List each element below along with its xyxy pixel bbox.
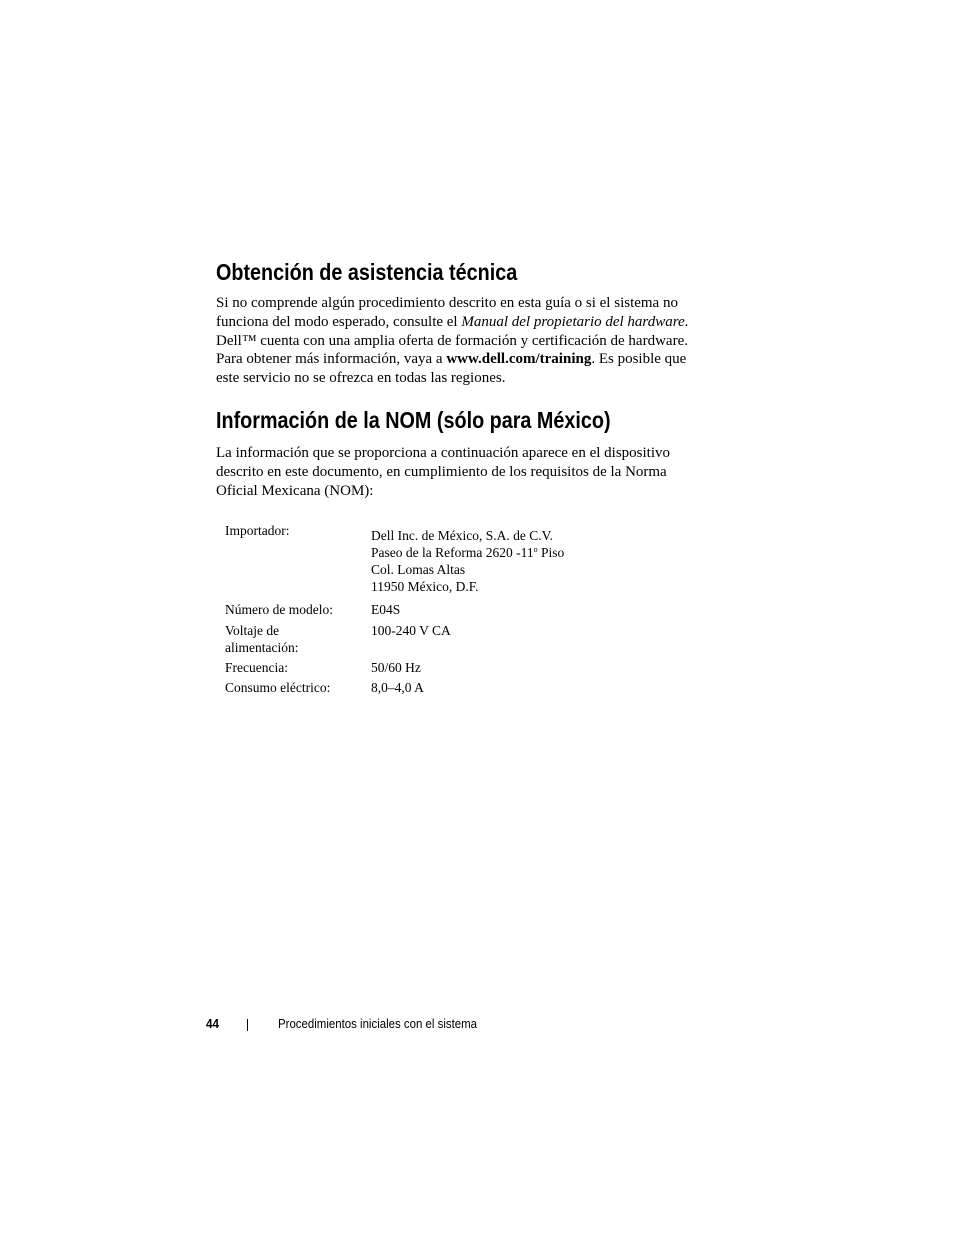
nom-info-table: [225, 522, 564, 699]
paragraph-line: [216, 313, 716, 332]
paragraph-text: . Es posible que: [591, 351, 687, 368]
importer-street: [371, 544, 564, 561]
nom-row-frequency: [225, 659, 564, 679]
voltage-value: 100-240 V CA: [371, 623, 451, 638]
training-url: www.dell.com/training: [446, 351, 592, 368]
technical-assistance-paragraph: [216, 294, 716, 388]
paragraph-line: [216, 350, 716, 369]
voltage-label: [225, 622, 371, 656]
nom-row-importer: [225, 522, 564, 601]
importer-value: [371, 522, 564, 595]
paragraph-line: descrito en este documento, en cumplimiento de los requisitos de la Norma: [216, 463, 667, 480]
paragraph-line: Dell™ cuenta con una amplia oferta de formación y certificación de hardware.: [216, 332, 688, 349]
nom-row-consumption: [225, 679, 564, 699]
consumption-label: Consumo eléctrico:: [225, 680, 331, 695]
nom-row-model: [225, 601, 564, 622]
street-text: Paseo de la Reforma 2620 -11: [371, 545, 534, 560]
section-title-technical-assistance: Obtención de asistencia técnica: [216, 259, 518, 285]
paragraph-text: .: [684, 313, 689, 330]
paragraph-line: La información que se proporciona a continuación aparece en el dispositivo: [216, 445, 670, 461]
footer-divider: [247, 1019, 248, 1031]
frequency-value: 50/60 Hz: [371, 660, 421, 675]
street-text: Piso: [537, 545, 565, 560]
paragraph-text: funciona del modo esperado, consulte el: [216, 313, 462, 330]
page-number: 44: [206, 1016, 220, 1031]
floor-ordinal: o: [533, 545, 538, 554]
footer-document-title: Procedimientos iniciales con el sistema: [278, 1016, 478, 1031]
importer-city: 11950 México, D.F.: [371, 579, 479, 594]
manual-title: Manual del propietario del hardware: [461, 313, 685, 330]
importer-name: Dell Inc. de México, S.A. de C.V.: [371, 528, 553, 543]
model-value: E04S: [371, 602, 401, 617]
paragraph-line: Oficial Mexicana (NOM):: [216, 482, 374, 499]
model-label: Número de modelo:: [225, 602, 333, 617]
consumption-value: 8,0–4,0 A: [371, 680, 424, 695]
paragraph-line: Si no comprende algún procedimiento descrito en esta guía o si el sistema no: [216, 295, 678, 311]
importer-neighborhood: Col. Lomas Altas: [371, 562, 466, 577]
paragraph-line: este servicio no se ofrezca en todas las regiones.: [216, 370, 506, 387]
voltage-label-line: Voltaje de: [225, 623, 280, 638]
importer-label: Importador:: [225, 523, 290, 538]
nom-row-voltage: [225, 622, 564, 659]
paragraph-text: Para obtener más información, vaya a: [216, 351, 447, 368]
frequency-label: Frecuencia:: [225, 660, 288, 675]
section-title-nom-information: Información de la NOM (sólo para México): [216, 407, 611, 433]
voltage-label-line: alimentación:: [225, 640, 299, 655]
nom-intro-paragraph: [216, 444, 716, 500]
